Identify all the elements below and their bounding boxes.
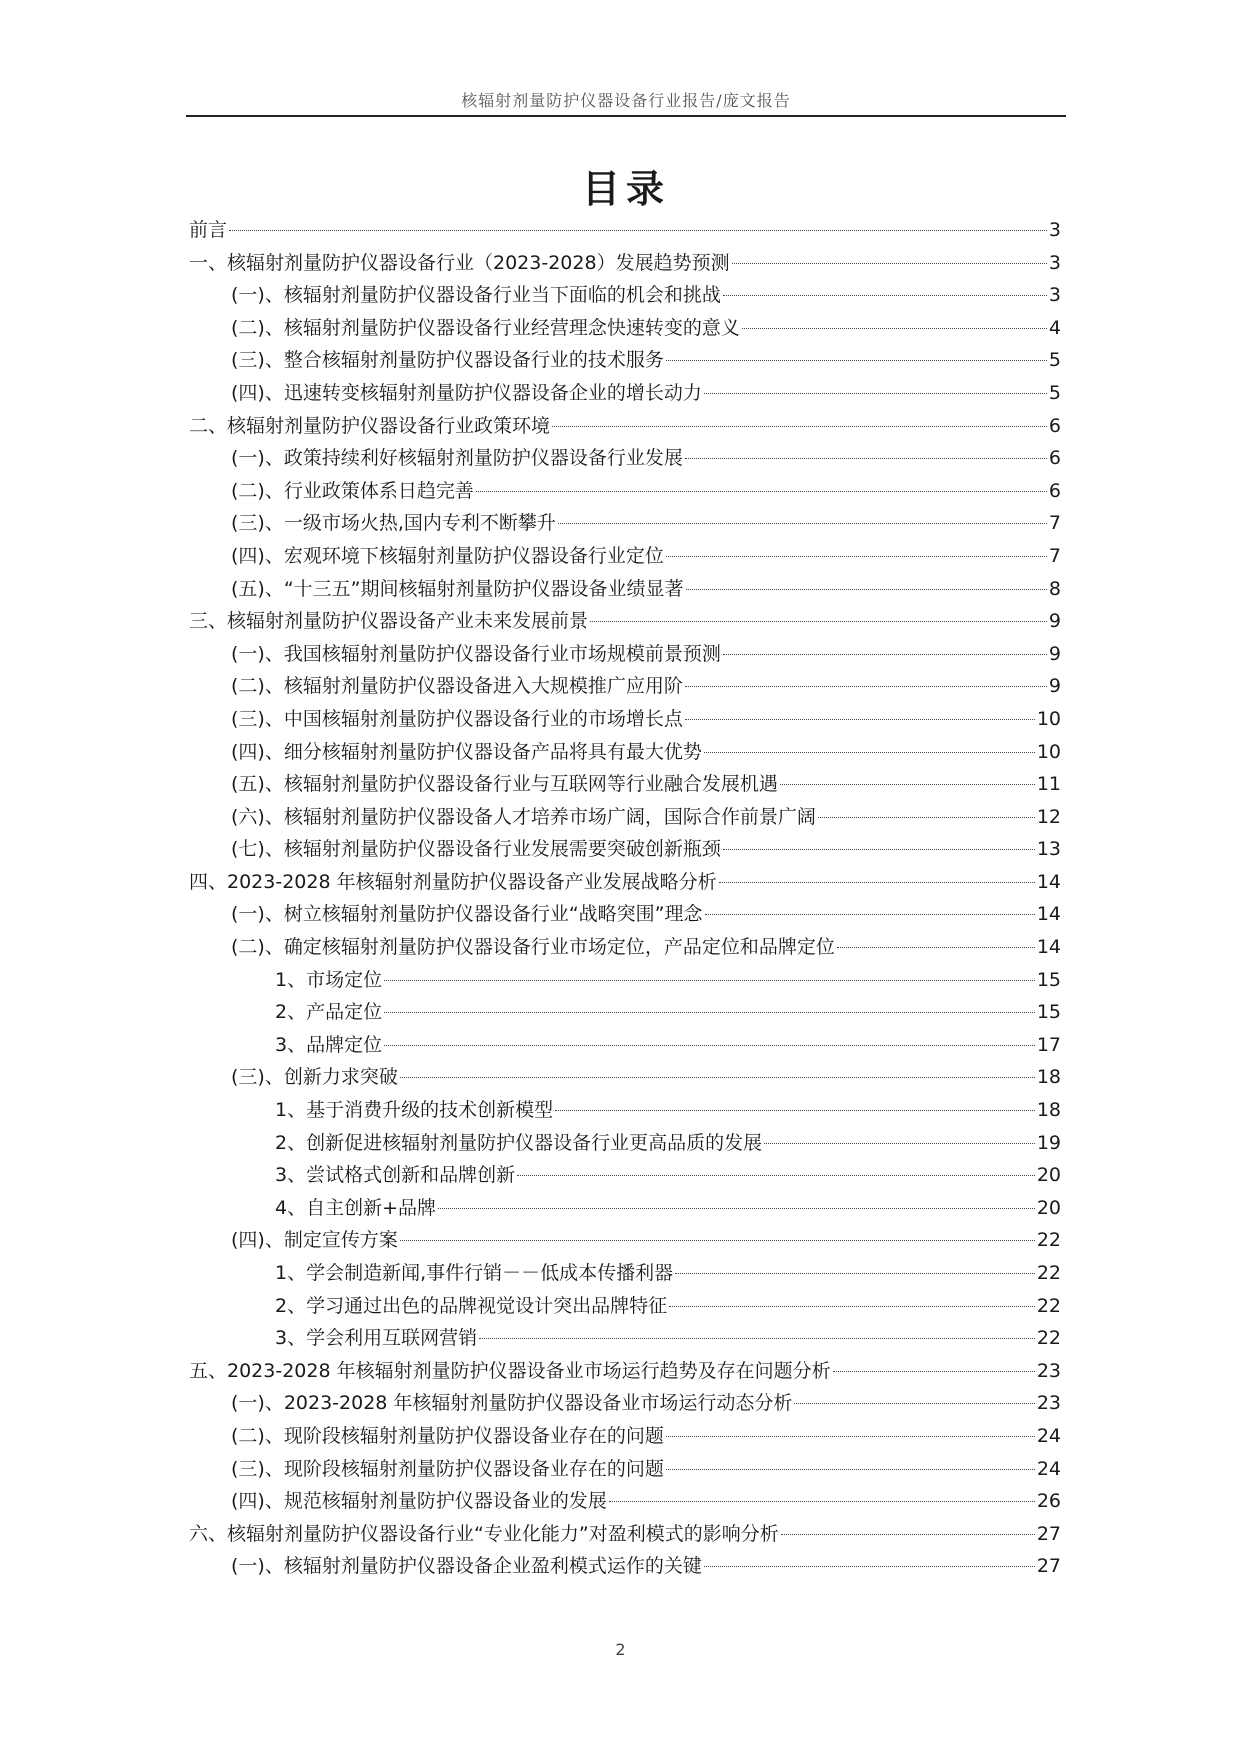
toc-entry-label: 4、自主创新+品牌 bbox=[275, 1196, 437, 1219]
toc-entry[interactable] bbox=[189, 1323, 1061, 1356]
toc-entry-page: 5 bbox=[1048, 349, 1061, 372]
dot-leader bbox=[719, 882, 1035, 883]
toc-entry-label: (二)、核辐射剂量防护仪器设备行业经营理念快速转变的意义 bbox=[231, 316, 740, 339]
toc-entry-label: 六、核辐射剂量防护仪器设备行业“专业化能力”对盈利模式的影响分析 bbox=[189, 1522, 779, 1545]
toc-entry-page: 23 bbox=[1036, 1359, 1061, 1382]
toc-entry-label: (二)、行业政策体系日趋完善 bbox=[231, 479, 474, 502]
toc-entry-label: 3、学会利用互联网营销 bbox=[275, 1327, 478, 1350]
toc-entry-page: 6 bbox=[1048, 447, 1061, 470]
toc-entry-page: 13 bbox=[1036, 838, 1061, 861]
dot-leader bbox=[704, 1566, 1035, 1567]
toc-entry[interactable] bbox=[189, 737, 1061, 770]
toc-entry-label: 五、2023-2028 年核辐射剂量防护仪器设备业市场运行趋势及存在问题分析 bbox=[189, 1359, 831, 1382]
dot-leader bbox=[833, 1371, 1035, 1372]
toc-entry-page: 20 bbox=[1036, 1196, 1061, 1219]
toc-entry[interactable] bbox=[189, 574, 1061, 607]
page-number: 2 bbox=[615, 1640, 626, 1659]
dot-leader bbox=[666, 1469, 1035, 1470]
toc-entry-label: (一)、核辐射剂量防护仪器设备行业当下面临的机会和挑战 bbox=[231, 284, 721, 307]
toc-entry[interactable] bbox=[189, 606, 1061, 639]
toc-entry-page: 9 bbox=[1048, 675, 1061, 698]
toc-entry-label: (一)、核辐射剂量防护仪器设备企业盈利模式运作的关键 bbox=[231, 1555, 702, 1578]
toc-entry-page: 17 bbox=[1036, 1033, 1061, 1056]
toc-entry-label: 四、2023-2028 年核辐射剂量防护仪器设备产业发展战略分析 bbox=[189, 870, 717, 893]
toc-entry[interactable] bbox=[189, 802, 1061, 835]
dot-leader bbox=[669, 1306, 1035, 1307]
toc-entry-page: 23 bbox=[1036, 1392, 1061, 1415]
dot-leader bbox=[685, 686, 1047, 687]
dot-leader bbox=[666, 1436, 1035, 1437]
toc-entry[interactable] bbox=[189, 1388, 1061, 1421]
toc-entry[interactable] bbox=[189, 411, 1061, 444]
toc-entry-label: 2、产品定位 bbox=[275, 1001, 383, 1024]
toc-entry-label: 2、创新促进核辐射剂量防护仪器设备行业更高品质的发展 bbox=[275, 1131, 763, 1154]
toc-entry-label: 1、学会制造新闻,事件行销－－低成本传播利器 bbox=[275, 1262, 674, 1284]
toc-entry-page: 8 bbox=[1048, 577, 1061, 600]
dot-leader bbox=[609, 1501, 1035, 1502]
toc-entry-page: 12 bbox=[1036, 805, 1061, 828]
toc-entry-page: 9 bbox=[1048, 610, 1061, 633]
toc-entry-page: 18 bbox=[1036, 1066, 1061, 1089]
dot-leader bbox=[764, 1143, 1035, 1144]
toc-entry-label: 1、市场定位 bbox=[275, 968, 383, 991]
toc-entry-page: 20 bbox=[1036, 1164, 1061, 1187]
dot-leader bbox=[552, 426, 1047, 427]
toc-entry[interactable] bbox=[189, 248, 1061, 281]
toc-entry-label: (二)、确定核辐射剂量防护仪器设备行业市场定位，产品定位和品牌定位 bbox=[231, 936, 835, 959]
dot-leader bbox=[818, 817, 1035, 818]
toc-entry[interactable] bbox=[189, 834, 1061, 867]
dot-leader bbox=[590, 621, 1047, 622]
toc-entry[interactable] bbox=[189, 867, 1061, 900]
dot-leader bbox=[666, 556, 1047, 557]
toc-entry-label: (四)、宏观环境下核辐射剂量防护仪器设备行业定位 bbox=[231, 544, 664, 567]
toc-entry-page: 3 bbox=[1048, 284, 1061, 307]
toc-entry-page: 22 bbox=[1036, 1262, 1061, 1284]
toc-entry-page: 27 bbox=[1036, 1522, 1061, 1545]
toc-entry-label: (五)、“十三五”期间核辐射剂量防护仪器设备业绩显著 bbox=[231, 577, 684, 600]
toc-entry-label: 1、基于消费升级的技术创新模型 bbox=[275, 1099, 554, 1122]
toc-entry-label: (四)、制定宣传方案 bbox=[231, 1229, 398, 1252]
dot-leader bbox=[723, 654, 1047, 655]
toc-entry[interactable] bbox=[189, 1454, 1061, 1487]
toc-entry-page: 11 bbox=[1036, 773, 1061, 796]
toc-entry-label: 2、学习通过出色的品牌视觉设计突出品牌特征 bbox=[275, 1294, 668, 1317]
dot-leader bbox=[742, 328, 1047, 329]
toc-entry[interactable] bbox=[189, 1486, 1061, 1519]
dot-leader bbox=[704, 752, 1035, 753]
dot-leader bbox=[723, 849, 1035, 850]
dot-leader bbox=[675, 1273, 1035, 1274]
toc-entry-page: 22 bbox=[1036, 1327, 1061, 1350]
toc-entry-label: (三)、一级市场火热,国内专利不断攀升 bbox=[231, 512, 556, 535]
toc-entry-page: 24 bbox=[1036, 1457, 1061, 1480]
toc-entry-label: (三)、现阶段核辐射剂量防护仪器设备业存在的问题 bbox=[231, 1457, 664, 1480]
dot-leader bbox=[723, 295, 1047, 296]
toc-entry[interactable] bbox=[189, 1421, 1061, 1454]
toc-title: 目录 bbox=[581, 166, 670, 211]
dot-leader bbox=[685, 458, 1047, 459]
dot-leader bbox=[794, 1403, 1034, 1404]
toc-entry[interactable] bbox=[189, 215, 1061, 248]
toc-entry[interactable] bbox=[189, 704, 1061, 737]
dot-leader bbox=[384, 980, 1035, 981]
toc-entry-page: 15 bbox=[1036, 968, 1061, 991]
toc-entry[interactable] bbox=[189, 280, 1061, 313]
toc-entry-page: 3 bbox=[1048, 219, 1061, 241]
toc-entry-label: 3、尝试格式创新和品牌创新 bbox=[275, 1164, 516, 1187]
toc-entry-page: 22 bbox=[1036, 1229, 1061, 1252]
toc-entry-page: 14 bbox=[1036, 936, 1061, 959]
dot-leader bbox=[781, 1534, 1035, 1535]
dot-leader bbox=[837, 947, 1035, 948]
toc-entry-page: 19 bbox=[1036, 1131, 1061, 1154]
dot-leader bbox=[384, 1045, 1035, 1046]
toc-entry[interactable] bbox=[189, 1225, 1061, 1258]
header-divider bbox=[186, 115, 1066, 117]
dot-leader bbox=[384, 1012, 1035, 1013]
dot-leader bbox=[732, 263, 1047, 264]
toc-entry[interactable] bbox=[189, 1356, 1061, 1389]
toc-entry-page: 3 bbox=[1048, 251, 1061, 274]
dot-leader bbox=[704, 393, 1047, 394]
toc-entry[interactable] bbox=[189, 1193, 1061, 1226]
toc-entry-page: 22 bbox=[1036, 1294, 1061, 1317]
toc-entry-label: (一)、2023-2028 年核辐射剂量防护仪器设备业市场运行动态分析 bbox=[231, 1392, 793, 1415]
toc-entry[interactable] bbox=[189, 997, 1061, 1030]
toc-entry-page: 14 bbox=[1036, 870, 1061, 893]
dot-leader bbox=[400, 1077, 1035, 1078]
toc-entry[interactable] bbox=[189, 1519, 1061, 1552]
toc-entry[interactable] bbox=[189, 932, 1061, 965]
dot-leader bbox=[476, 491, 1047, 492]
toc-entry-label: (一)、政策持续利好核辐射剂量防护仪器设备行业发展 bbox=[231, 447, 683, 470]
toc-entry-label: (一)、树立核辐射剂量防护仪器设备行业“战略突围”理念 bbox=[231, 903, 703, 926]
toc-entry-page: 7 bbox=[1048, 544, 1061, 567]
toc-entry-label: (四)、细分核辐射剂量防护仪器设备产品将具有最大优势 bbox=[231, 740, 702, 763]
dot-leader bbox=[666, 360, 1047, 361]
dot-leader bbox=[438, 1208, 1035, 1209]
toc-entry-page: 18 bbox=[1036, 1099, 1061, 1122]
toc-entry[interactable] bbox=[189, 639, 1061, 672]
toc-entry[interactable] bbox=[189, 378, 1061, 411]
toc-entry-label: (四)、规范核辐射剂量防护仪器设备业的发展 bbox=[231, 1490, 607, 1513]
toc-entry-label: (四)、迅速转变核辐射剂量防护仪器设备企业的增长动力 bbox=[231, 381, 702, 404]
toc-entry[interactable] bbox=[189, 1160, 1061, 1193]
toc-entry-page: 26 bbox=[1036, 1490, 1061, 1513]
toc-entry-label: 三、核辐射剂量防护仪器设备产业未来发展前景 bbox=[189, 610, 589, 633]
table-of-contents bbox=[189, 215, 1061, 1584]
toc-entry[interactable] bbox=[189, 541, 1061, 574]
toc-entry-label: (二)、现阶段核辐射剂量防护仪器设备业存在的问题 bbox=[231, 1424, 664, 1447]
dot-leader bbox=[229, 230, 1047, 231]
toc-entry-label: 二、核辐射剂量防护仪器设备行业政策环境 bbox=[189, 414, 551, 437]
toc-entry[interactable] bbox=[189, 671, 1061, 704]
toc-entry[interactable] bbox=[189, 1291, 1061, 1324]
dot-leader bbox=[705, 914, 1035, 915]
toc-entry-label: (七)、核辐射剂量防护仪器设备行业发展需要突破创新瓶颈 bbox=[231, 838, 721, 861]
toc-entry[interactable] bbox=[189, 443, 1061, 476]
dot-leader bbox=[686, 589, 1047, 590]
toc-entry-label: (三)、整合核辐射剂量防护仪器设备行业的技术服务 bbox=[231, 349, 664, 372]
toc-entry-page: 7 bbox=[1048, 512, 1061, 535]
toc-entry[interactable] bbox=[189, 1258, 1061, 1291]
dot-leader bbox=[479, 1338, 1035, 1339]
toc-entry[interactable] bbox=[189, 1128, 1061, 1161]
toc-entry[interactable] bbox=[189, 1095, 1061, 1128]
toc-entry-label: 3、品牌定位 bbox=[275, 1033, 383, 1056]
toc-entry[interactable] bbox=[189, 965, 1061, 998]
toc-entry[interactable] bbox=[189, 476, 1061, 509]
toc-entry-page: 27 bbox=[1036, 1555, 1061, 1578]
toc-entry-label: 前言 bbox=[189, 219, 228, 241]
dot-leader bbox=[517, 1175, 1035, 1176]
toc-entry-label: (二)、核辐射剂量防护仪器设备进入大规模推广应用阶 bbox=[231, 675, 683, 698]
toc-entry-page: 4 bbox=[1048, 316, 1061, 339]
toc-entry-label: 一、核辐射剂量防护仪器设备行业（2023-2028）发展趋势预测 bbox=[189, 251, 730, 274]
toc-entry[interactable] bbox=[189, 899, 1061, 932]
dot-leader bbox=[555, 1110, 1035, 1111]
toc-entry[interactable] bbox=[189, 1551, 1061, 1584]
toc-entry-label: (三)、中国核辐射剂量防护仪器设备行业的市场增长点 bbox=[231, 707, 683, 730]
dot-leader bbox=[400, 1240, 1035, 1241]
toc-entry[interactable] bbox=[189, 1030, 1061, 1063]
toc-entry-label: (五)、核辐射剂量防护仪器设备行业与互联网等行业融合发展机遇 bbox=[231, 773, 778, 796]
dot-leader bbox=[780, 784, 1035, 785]
toc-entry-label: (六)、核辐射剂量防护仪器设备人才培养市场广阔，国际合作前景广阔 bbox=[231, 805, 816, 828]
toc-entry-page: 9 bbox=[1048, 642, 1061, 665]
toc-entry-page: 14 bbox=[1036, 903, 1061, 926]
toc-entry-page: 6 bbox=[1048, 479, 1061, 502]
running-header: 核辐射剂量防护仪器设备行业报告/庞文报告 bbox=[461, 91, 791, 110]
toc-entry-label: (一)、我国核辐射剂量防护仪器设备行业市场规模前景预测 bbox=[231, 642, 721, 665]
toc-entry-page: 10 bbox=[1036, 707, 1061, 730]
toc-entry-page: 10 bbox=[1036, 740, 1061, 763]
toc-entry-label: (三)、创新力求突破 bbox=[231, 1066, 398, 1089]
dot-leader bbox=[558, 523, 1047, 524]
toc-entry[interactable] bbox=[189, 313, 1061, 346]
toc-entry[interactable] bbox=[189, 345, 1061, 378]
toc-entry[interactable] bbox=[189, 769, 1061, 802]
toc-entry-page: 24 bbox=[1036, 1424, 1061, 1447]
dot-leader bbox=[685, 719, 1035, 720]
toc-entry-page: 5 bbox=[1048, 381, 1061, 404]
toc-entry[interactable] bbox=[189, 508, 1061, 541]
toc-entry-page: 6 bbox=[1048, 414, 1061, 437]
toc-entry-page: 15 bbox=[1036, 1001, 1061, 1024]
toc-entry[interactable] bbox=[189, 1062, 1061, 1095]
